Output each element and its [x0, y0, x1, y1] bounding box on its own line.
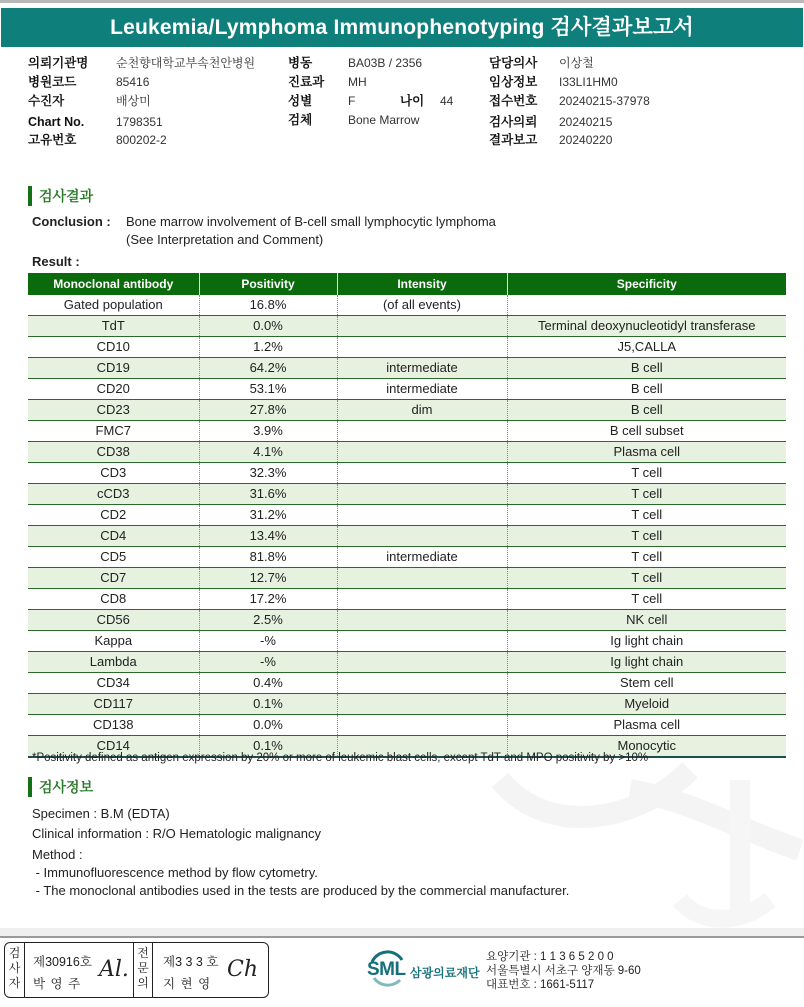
- specialist-signature: Ch: [227, 957, 259, 982]
- report-title: Leukemia/Lymphoma Immunophenotyping 검사결과보고서: [1, 8, 803, 47]
- antibody-cell: CD3: [28, 463, 199, 484]
- intensity-cell: [337, 421, 507, 442]
- positivity-cell: 17.2%: [199, 589, 337, 610]
- positivity-cell: 27.8%: [199, 400, 337, 421]
- specificity-cell: Plasma cell: [613, 717, 680, 732]
- table-row: [28, 715, 786, 736]
- section-title-test-info: 검사정보: [28, 777, 93, 797]
- table-row: [28, 337, 786, 358]
- positivity-cell: 81.8%: [199, 547, 337, 568]
- antibody-cell: CD7: [28, 568, 199, 589]
- info-value: MH: [348, 75, 367, 89]
- antibody-cell: FMC7: [28, 421, 199, 442]
- column-header-antibody: Monoclonal antibody: [28, 273, 199, 295]
- age-label: 나이: [400, 94, 425, 108]
- antibody-cell: CD19: [28, 358, 199, 379]
- column-header-positivity: Positivity: [199, 273, 337, 295]
- info-label: 병동: [288, 56, 313, 70]
- positivity-cell: -%: [199, 631, 337, 652]
- positivity-cell: 4.1%: [199, 442, 337, 463]
- label-char: 검: [8, 946, 21, 960]
- intensity-cell: [337, 568, 507, 589]
- positivity-cell: 1.2%: [199, 337, 337, 358]
- org-code: 요양기관 : 1 1 3 6 5 2 0 0: [486, 951, 614, 963]
- antibody-cell: Kappa: [28, 631, 199, 652]
- examiner-license: 제30916호: [33, 955, 92, 969]
- clinical-info: Clinical information : R/O Hematologic malignancy: [32, 826, 322, 841]
- antibody-cell: CD2: [28, 505, 199, 526]
- logo-text: SML: [367, 959, 406, 980]
- table-row: [28, 358, 786, 379]
- label-char: 의: [137, 976, 149, 990]
- specificity-cell: Monocytic: [507, 736, 786, 758]
- intensity-cell: (of all events): [337, 295, 507, 316]
- specificity-cell: J5,CALLA: [617, 339, 677, 354]
- table-row: [28, 442, 786, 463]
- specificity-cell: Ig light chain: [610, 633, 684, 648]
- antibody-cell: CD20: [28, 379, 199, 400]
- antibody-cell: CD5: [28, 547, 199, 568]
- specificity-cell: T cell: [631, 549, 663, 564]
- column-header-specificity: Specificity: [507, 273, 786, 295]
- specificity-cell: [507, 295, 786, 316]
- table-row: [28, 568, 786, 589]
- info-label: 임상정보: [489, 75, 538, 89]
- signature-box: [4, 942, 269, 998]
- antibody-cell: CD34: [28, 673, 199, 694]
- positivity-cell: 64.2%: [199, 358, 337, 379]
- specificity-cell: B cell subset: [609, 423, 684, 438]
- table-row: [28, 295, 786, 316]
- table-row: [28, 610, 786, 631]
- footer-divider: [0, 928, 804, 938]
- positivity-cell: 31.6%: [199, 484, 337, 505]
- result-label: Result :: [32, 254, 80, 269]
- info-value: 85416: [116, 75, 150, 89]
- label-char: 사: [8, 961, 21, 975]
- table-row: [28, 505, 786, 526]
- table-row: [28, 652, 786, 673]
- positivity-cell: 31.2%: [199, 505, 337, 526]
- info-value: 순천향대학교부속천안병원: [116, 56, 256, 70]
- positivity-cell: 13.4%: [199, 526, 337, 547]
- conclusion-label: Conclusion :: [32, 214, 111, 229]
- positivity-cell: 0.0%: [199, 316, 337, 337]
- antibody-cell: CD10: [28, 337, 199, 358]
- intensity-cell: [337, 631, 507, 652]
- info-value: 1798351: [116, 115, 163, 129]
- table-row: [28, 484, 786, 505]
- method-line: - Immunofluorescence method by flow cytometry.: [32, 865, 318, 880]
- intensity-cell: [337, 316, 507, 337]
- specialist-name: 지 현 영: [163, 977, 212, 991]
- positivity-cell: 16.8%: [199, 295, 337, 316]
- info-label: 검사의뢰: [489, 115, 538, 129]
- org-info: [486, 950, 641, 992]
- specificity-cell: Plasma cell: [507, 442, 786, 463]
- specificity-cell: T cell: [507, 568, 786, 589]
- positivity-cell: 0.1%: [199, 736, 337, 758]
- specificity-cell: T cell: [631, 591, 663, 606]
- label-char: 문: [137, 961, 149, 975]
- table-row: [28, 673, 786, 694]
- positivity-cell: 53.1%: [199, 379, 337, 400]
- positivity-cell: 0.4%: [199, 673, 337, 694]
- intensity-cell: intermediate: [337, 379, 507, 400]
- antibody-cell: Gated population: [28, 295, 199, 316]
- intensity-cell: [337, 694, 507, 715]
- intensity-cell: [337, 505, 507, 526]
- info-label: 고유번호: [28, 133, 77, 147]
- table-row: [28, 463, 786, 484]
- table-row: [28, 526, 786, 547]
- antibody-cell: CD138: [28, 715, 199, 736]
- conclusion-text: Bone marrow involvement of B-cell small lymphocytic lymphoma: [126, 214, 496, 229]
- info-value: BA03B / 2356: [348, 56, 423, 70]
- positivity-cell: 3.9%: [199, 421, 337, 442]
- intensity-cell: [337, 463, 507, 484]
- label-char: 자: [8, 976, 21, 990]
- antibody-cell: Lambda: [28, 652, 199, 673]
- positivity-cell: 0.1%: [199, 694, 337, 715]
- info-label: 수진자: [28, 94, 65, 108]
- table-row: [28, 421, 786, 442]
- column-header-intensity: Intensity: [337, 273, 507, 295]
- conclusion-note: (See Interpretation and Comment): [126, 232, 324, 247]
- table-row: [28, 316, 786, 337]
- intensity-cell: [337, 337, 507, 358]
- info-label: 결과보고: [489, 133, 538, 147]
- specimen-info: Specimen : B.M (EDTA): [32, 806, 170, 821]
- antibody-cell: CD8: [28, 589, 199, 610]
- intensity-cell: intermediate: [337, 547, 507, 568]
- positivity-cell: 2.5%: [199, 610, 337, 631]
- label-char: 전: [137, 946, 149, 960]
- method-line: - The monoclonal antibodies used in the tests are produced by the commercial manufacturer.: [32, 883, 570, 898]
- info-label: 담당의사: [489, 56, 538, 70]
- info-label: 검체: [288, 113, 313, 127]
- antibody-cell: CD117: [28, 694, 199, 715]
- org-address: 서울특별시 서초구 양재동 9-60: [486, 965, 641, 977]
- method-label: Method :: [32, 847, 83, 862]
- specificity-cell: B cell: [507, 400, 786, 421]
- table-row: [28, 631, 786, 652]
- intensity-cell: [337, 484, 507, 505]
- intensity-cell: [337, 442, 507, 463]
- section-title-results: 검사결과: [28, 186, 93, 206]
- intensity-cell: [337, 673, 507, 694]
- results-table: [28, 273, 786, 758]
- info-value: 20240220: [559, 133, 613, 147]
- antibody-cell: CD14: [28, 736, 199, 758]
- intensity-cell: dim: [337, 400, 507, 421]
- intensity-cell: [337, 715, 507, 736]
- intensity-cell: [337, 526, 507, 547]
- info-label: 병원코드: [28, 75, 77, 89]
- info-value: I33LI1HM0: [559, 75, 618, 89]
- info-label: Chart No.: [28, 115, 85, 129]
- info-value: 20240215-37978: [559, 94, 650, 108]
- antibody-cell: cCD3: [28, 484, 199, 505]
- table-row: [28, 589, 786, 610]
- watermark-logo: [440, 760, 804, 930]
- specificity-cell: T cell: [507, 526, 786, 547]
- antibody-cell: CD38: [28, 442, 199, 463]
- org-name: 삼광의료재단: [410, 966, 480, 980]
- examiner-label: [5, 943, 25, 997]
- table-row: [28, 379, 786, 400]
- info-value: Bone Marrow: [348, 113, 420, 127]
- specificity-cell: Stem cell: [620, 675, 674, 690]
- specificity-cell: Terminal deoxynucleotidyl transferase: [507, 316, 786, 337]
- antibody-cell: CD4: [28, 526, 199, 547]
- specificity-cell: T cell: [631, 507, 663, 522]
- positivity-cell: 0.0%: [199, 715, 337, 736]
- examiner-name: 박 영 주: [33, 977, 82, 991]
- table-row: [28, 400, 786, 421]
- age-value: 44: [440, 94, 454, 108]
- info-value: F: [348, 94, 356, 108]
- org-phone: 대표번호 : 1661-5117: [486, 979, 595, 991]
- positivity-cell: -%: [199, 652, 337, 673]
- examiner-signature: Al.: [99, 957, 129, 982]
- specificity-cell: T cell: [631, 465, 663, 480]
- intensity-cell: [337, 589, 507, 610]
- positivity-cell: 12.7%: [199, 568, 337, 589]
- table-row: [28, 694, 786, 715]
- specificity-cell: T cell: [507, 484, 786, 505]
- antibody-cell: TdT: [28, 316, 199, 337]
- info-label: 진료과: [288, 75, 325, 89]
- positivity-footnote: *Positivity defined as antigen expression by 20% or more of leukemic blast cells, except TdT and MPO positivity by >10%: [32, 752, 649, 764]
- intensity-cell: intermediate: [337, 358, 507, 379]
- antibody-cell: CD56: [28, 610, 199, 631]
- positivity-cell: 32.3%: [199, 463, 337, 484]
- info-value: 이상철: [559, 56, 594, 70]
- table-row: [28, 547, 786, 568]
- specificity-cell: Myeloid: [507, 694, 786, 715]
- info-label: 성별: [288, 94, 313, 108]
- specialist-license: 제3 3 3 호: [163, 955, 219, 969]
- specificity-cell: Ig light chain: [507, 652, 786, 673]
- specificity-cell: B cell: [630, 381, 663, 396]
- specialist-label: [133, 943, 153, 997]
- intensity-cell: [337, 652, 507, 673]
- info-value: 800202-2: [116, 133, 167, 147]
- info-label: 의뢰기관명: [28, 56, 89, 70]
- info-value: 배상미: [116, 94, 151, 108]
- intensity-cell: [337, 610, 507, 631]
- antibody-cell: CD23: [28, 400, 199, 421]
- table-header-row: [28, 273, 786, 295]
- specificity-cell: NK cell: [507, 610, 786, 631]
- top-border: [0, 0, 804, 3]
- info-value: 20240215: [559, 115, 613, 129]
- info-label: 접수번호: [489, 94, 538, 108]
- specificity-cell: B cell: [507, 358, 786, 379]
